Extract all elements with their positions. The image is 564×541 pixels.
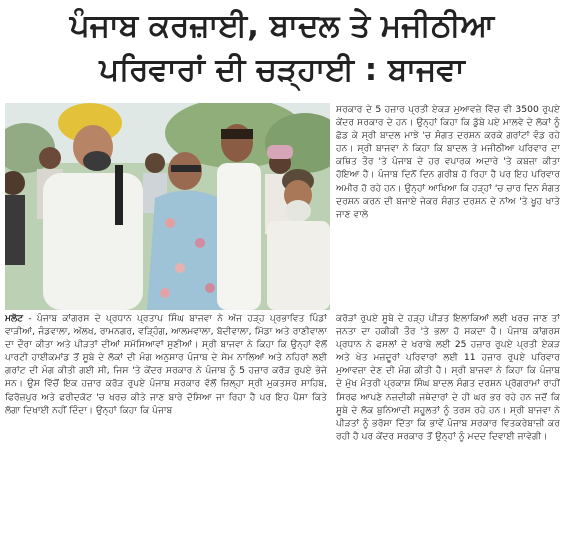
headline-line-2: ਪਰਿਵਾਰਾਂ ਦੀ ਚੜ੍ਹਾਈ : ਬਾਜਵਾ [99,52,465,88]
article-column-right-top: ਸਰਕਾਰ ਦੇ 5 ਹਜ਼ਾਰ ਪ੍ਰਤੀ ਏਕੜ ਮੁਆਵਜ਼ੇ ਵਿੱਚ ਵੀ 3500 ਰੁਪਏ ਕੇਂਦਰ ਸਰਕਾਰ ਦੇ ਹਨ। ਉਨ੍ਹਾਂ ਕਿਹਾ ਕਿ ਡੁੱਬੇ ਪਏ ਮਾਲਵੇ ਦੇ ਲੋਕਾਂ ਨੂੰ ਛੱਡ ਕੇ ਸ੍ਰੀ ਬਾਦਲ ਮਾਝੇ 'ਚ ਸੰਗਤ ਦਰਸ਼ਨ ਕਰਕੇ ਗਰਾਂਟਾਂ ਵੰਡ ਰਹੇ ਹਨ। ਸ੍ਰੀ ਬਾਜਵਾ ਨੇ ਕਿਹਾ ਕਿ ਬਾਦਲ ਤੇ ਮਜੀਠੀਆ ਪਰਿਵਾਰ ਦਾ ਕਥਿਤ ਤੌਰ 'ਤੇ ਪੰਜਾਬ ਦੇ ਹਰ ਵਪਾਰਕ ਅਦਾਰੇ 'ਤੇ ਕਬਜ਼ਾ ਕੀਤਾ ਹੋਇਆ ਹੈ। ਪੰਜਾਬ ਦਿਨੋਂ ਦਿਨ ਗਰੀਬ ਹੋ ਰਿਹਾ ਹੈ ਪਰ ਇਹ ਪਰਿਵਾਰ ਅਮੀਰ ਹੋ ਰਹੇ ਹਨ। ਉਨ੍ਹਾਂ ਆਖਿਆ ਕਿ ਹੜ੍ਹਾਂ 'ਚ ਚਾਰ ਦਿਨ ਸੰਗਤ ਦਰਸ਼ਨ ਕਰਨ ਦੀ ਬਜਾਏ ਜੇਕਰ ਸੰਗਤ ਦਰਸ਼ਨ ਦੇ ਨਾਂਅ 'ਤੇ ਖੂਹ ਖਾਤੇ ਜਾਣ ਵਾਲੇ [336,104,560,220]
article-column-left-bottom [5,312,327,537]
news-photo [5,103,330,310]
article-column-right-bottom: ਕਰੋੜਾਂ ਰੁਪਏ ਸੂਬੇ ਦੇ ਹੜ੍ਹ ਪੀੜਤ ਇਲਾਕਿਆਂ ਲਈ ਖਰਚ ਜਾਣ ਤਾਂ ਜਨਤਾ ਦਾ ਹਕੀਕੀ ਤੌਰ 'ਤੇ ਭਲਾ ਹੋ ਸਕਦਾ ਹੈ। ਪੰਜਾਬ ਕਾਂਗਰਸ ਪ੍ਰਧਾਨ ਨੇ ਫਸਲਾਂ ਦੇ ਖਰਾਬੇ ਲਈ 25 ਹਜ਼ਾਰ ਰੁਪਏ ਪ੍ਰਤੀ ਏਕੜ ਅਤੇ ਖੇਤ ਮਜ਼ਦੂਰਾਂ ਪਰਿਵਾਰਾਂ ਲਈ 11 ਹਜ਼ਾਰ ਰੁਪਏ ਪਰਿਵਾਰ ਮੁਆਵਜ਼ਾ ਦੇਣ ਦੀ ਮੰਗ ਕੀਤੀ ਹੈ। ਸ੍ਰੀ ਬਾਜਵਾ ਨੇ ਕਿਹਾ ਕਿ ਪੰਜਾਬ ਦੇ ਮੁੱਖ ਮੰਤਰੀ ਪ੍ਰਕਾਸ਼ ਸਿੰਘ ਬਾਦਲ ਸੰਗਤ ਦਰਸ਼ਨ ਪ੍ਰੋਗਰਾਮਾਂ ਰਾਹੀਂ ਸਿਰਫ ਆਪਣੇ ਨਜ਼ਦੀਕੀ ਜਥੇਦਾਰਾਂ ਦੇ ਹੀ ਘਰ ਭਰ ਰਹੇ ਹਨ ਜਦੋਂ ਕਿ ਸੂਬੇ ਦੇ ਲੋਕ ਬੁਨਿਆਦੀ ਸਹੂਲਤਾਂ ਨੂੰ ਤਰਸ ਰਹੇ ਹਨ। ਸ੍ਰੀ ਬਾਜਵਾ ਨੇ ਪੀੜਤਾਂ ਨੂੰ ਭਰੋਸਾ ਦਿੱਤਾ ਕਿ ਭਾਵੇਂ ਪੰਜਾਬ ਸਰਕਾਰ ਵਿਤਕਰੇਬਾਜ਼ੀ ਕਰ ਰਹੀ ਹੈ ਪਰ ਕੇਂਦਰ ਸਰਕਾਰ ਤੋਂ ਉਨ੍ਹਾਂ ਨੂੰ ਮਦਦ ਦਿਵਾਈ ਜਾਵੇਗੀ। [336,313,560,442]
dateline: ਮਲੋਟ [5,313,24,324]
article-lead-text: - ਪੰਜਾਬ ਕਾਂਗਰਸ ਦੇ ਪ੍ਰਧਾਨ ਪ੍ਰਤਾਪ ਸਿੰਘ ਬਾਜਵਾ ਨੇ ਅੱਜ ਹੜ੍ਹ ਪ੍ਰਭਾਵਿਤ ਪਿੰਡਾਂ ਵਾੜੀਆਂ, ਜੰਡਵਾਲਾ, ਅੱਲਖ, ਰਾਮਨਗਰ, ਵੜ੍ਹਿੰਗ, ਆਲਮਵਾਲਾ, ਬੋਦੀਵਾਲਾ, ਮਿੱਡਾ ਅਤੇ ਰਾਣੀਵਾਲਾ ਦਾ ਦੌਰਾ ਕੀਤਾ ਅਤੇ ਪੀੜਤਾਂ ਦੀਆਂ ਸਮੱਸਿਆਵਾਂ ਸੁਣੀਆਂ। ਸ੍ਰੀ ਬਾਜਵਾ ਨੇ ਕਿਹਾ ਕਿ ਉਨ੍ਹਾਂ ਵੱਲੋਂ ਪਾਰਟੀ ਹਾਈਕਮਾਂਡ ਤੋਂ ਸੂਬੇ ਦੇ ਲੋਕਾਂ ਦੀ ਮੰਗ ਅਨੁਸਾਰ ਪੰਜਾਬ ਦੇ ਸੇਮ ਨਾਲਿਆਂ ਅਤੇ ਨਹਿਰਾਂ ਲਈ ਗਰਾਂਟ ਦੀ ਮੰਗ ਕੀਤੀ ਗਈ ਸੀ, ਜਿਸ 'ਤੇ ਕੇਂਦਰ ਸਰਕਾਰ ਨੇ ਪੰਜਾਬ ਨੂੰ 5 ਹਜ਼ਾਰ ਕਰੋੜ ਰੁਪਏ ਭੇਜੇ ਸਨ। ਉਸ ਵਿੱਚੋਂ ਇਕ ਹਜ਼ਾਰ ਕਰੋੜ ਰੁਪਏ ਪੰਜਾਬ ਸਰਕਾਰ ਵੱਲੋਂ ਜ਼ਿਲ੍ਹਾ ਸ੍ਰੀ ਮੁਕਤਸਰ ਸਾਹਿਬ, ਫਿਰੋਜ਼ਪੁਰ ਅਤੇ ਫਰੀਦਕੋਟ 'ਚ ਖਰਚ ਕੀਤੇ ਜਾਣ ਬਾਰੇ ਦੱਸਿਆ ਜਾ ਰਿਹਾ ਹੈ ਪਰ ਇਹ ਪੈਸਾ ਕਿਤੇ ਲੱਗਾ ਦਿਖਾਈ ਨਹੀਂ ਦਿੰਦਾ। ਉਨ੍ਹਾਂ ਕਿਹਾ ਕਿ ਪੰਜਾਬ [5,313,327,416]
news-photo-illustration [5,103,330,310]
headline-line-1: ਪੰਜਾਬ ਕਰਜ਼ਾਈ, ਬਾਦਲ ਤੇ ਮਜੀਠੀਆ [69,8,495,44]
